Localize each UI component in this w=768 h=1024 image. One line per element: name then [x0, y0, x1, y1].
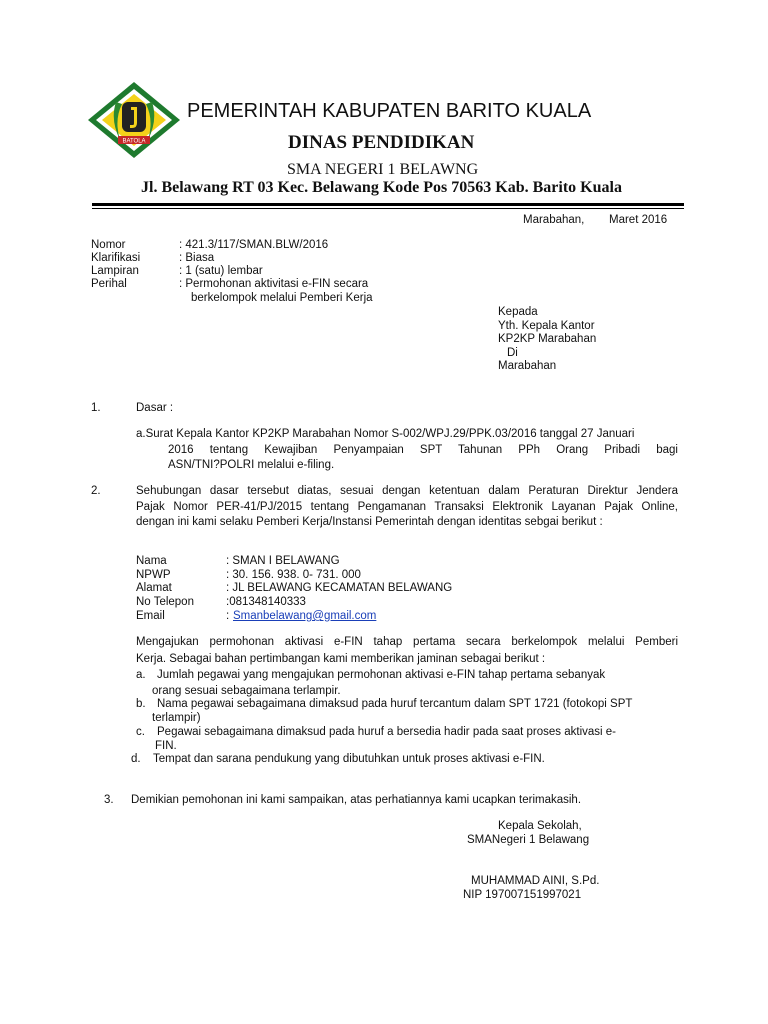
recipient-line: Di [507, 347, 518, 359]
list-marker: a. [136, 669, 146, 681]
dept-heading: DINAS PENDIDIKAN [288, 132, 475, 153]
list-item: Nama pegawai sebagaimana dimaksud pada huruf tercantum dalam SPT 1721 (fotokopi SPT [157, 698, 633, 710]
request-line: Kerja. Sebagai bahan pertimbangan kami memberikan jaminan sebagai berikut : [136, 653, 546, 665]
p2-line: dengan ini kami selaku Pemberi Kerja/Instansi Pemerintah dengan identitas sebgai berikut : [136, 516, 603, 528]
p2-line: Sehubungan dasar tersebut diatas, sesuai dengan ketentuan dalam Peraturan Direktur Jendera [136, 485, 678, 497]
list-item-cont: FIN. [155, 740, 177, 752]
list-marker: c. [136, 726, 145, 738]
p2-number: 2. [91, 485, 101, 497]
identity-value: :081348140333 [226, 596, 306, 608]
meta-label: Nomor [91, 239, 126, 251]
p1-line: ASN/TNI?POLRI melalui e-filing. [168, 459, 335, 471]
recipient-line: Yth. Kepala Kantor [498, 320, 595, 332]
p3-number: 3. [104, 794, 114, 806]
recipient-line: Marabahan [498, 360, 557, 372]
school-emblem-logo [86, 80, 182, 160]
meta-label: Perihal [91, 278, 127, 290]
meta-value: : Biasa [179, 252, 215, 264]
list-item-cont: orang sesuai sebagaimana terlampir. [152, 685, 341, 697]
letterhead-rule-thin [92, 208, 684, 209]
identity-value: : SMAN I BELAWANG [226, 555, 340, 567]
identity-value: : JL BELAWANG KECAMATAN BELAWANG [226, 582, 453, 594]
request-line: Mengajukan permohonan aktivasi e-FIN tahap pertama secara berkelompok melalui Pemberi [136, 636, 678, 648]
identity-label: Email [136, 610, 165, 622]
meta-value: : 421.3/117/SMAN.BLW/2016 [179, 239, 329, 251]
meta-value: : 1 (satu) lembar [179, 265, 263, 277]
date-month: Maret 2016 [609, 214, 668, 226]
date-place: Marabahan, [523, 214, 585, 226]
meta-label: Lampiran [91, 265, 139, 277]
school-heading: SMA NEGERI 1 BELAWNG [287, 161, 479, 178]
identity-value: : 30. 156. 938. 0- 731. 000 [226, 569, 361, 581]
list-marker: d. [131, 753, 141, 765]
gov-heading: PEMERINTAH KABUPATEN BARITO KUALA [187, 100, 592, 122]
list-item: Pegawai sebagaimana dimaksud pada huruf a bersedia hadir pada saat proses aktivasi e- [157, 726, 617, 738]
letterhead-rule-thick [92, 203, 684, 206]
list-marker: b. [136, 698, 146, 710]
identity-label: Nama [136, 555, 167, 567]
signature-nip: NIP 197007151997021 [463, 889, 582, 901]
signature-org: SMANegeri 1 Belawang [467, 834, 590, 846]
recipient-line: KP2KP Marabahan [498, 333, 597, 345]
meta-value: : Permohonan aktivitasi e-FIN secara [179, 278, 369, 290]
p2-line: Pajak Nomor PER-41/PJ/2015 tentang Pengamanan Transaksi Elektronik Layanan Pajak Online, [136, 501, 678, 513]
p1-line: 2016 tentang Kewajiban Penyampaian SPT Tahunan PPh Orang Pribadi bagi [168, 444, 678, 456]
logo-caption: BATOLA [122, 138, 146, 145]
signature-name: MUHAMMAD AINI, S.Pd. [471, 875, 600, 887]
school-address: Jl. Belawang RT 03 Kec. Belawang Kode Pos 70563 Kab. Barito Kuala [141, 179, 622, 196]
identity-label: Alamat [136, 582, 172, 594]
meta-label: Klarifikasi [91, 252, 141, 264]
p1-line: a.Surat Kepala Kantor KP2KP Marabahan Nomor S-002/WPJ.29/PPK.03/2016 tanggal 27 Januari [136, 428, 635, 440]
list-item: Tempat dan sarana pendukung yang dibutuhkan untuk proses aktivasi e-FIN. [153, 753, 545, 765]
p1-title: Dasar : [136, 402, 174, 414]
identity-label: No Telepon [136, 596, 194, 608]
signature-title: Kepala Sekolah, [498, 820, 582, 832]
p1-number: 1. [91, 402, 101, 414]
identity-value: : [226, 610, 230, 622]
email-link[interactable]: Smanbelawang@gmail.com [233, 610, 377, 622]
list-item-cont: terlampir) [152, 712, 201, 724]
p3-text: Demikian pemohonan ini kami sampaikan, atas perhatiannya kami ucapkan terimakasih. [131, 794, 582, 806]
recipient-line: Kepada [498, 306, 538, 318]
perihal-continuation: berkelompok melalui Pemberi Kerja [191, 292, 373, 304]
list-item: Jumlah pegawai yang mengajukan permohonan aktivasi e-FIN tahap pertama sebanyak [157, 669, 606, 681]
identity-label: NPWP [136, 569, 171, 581]
